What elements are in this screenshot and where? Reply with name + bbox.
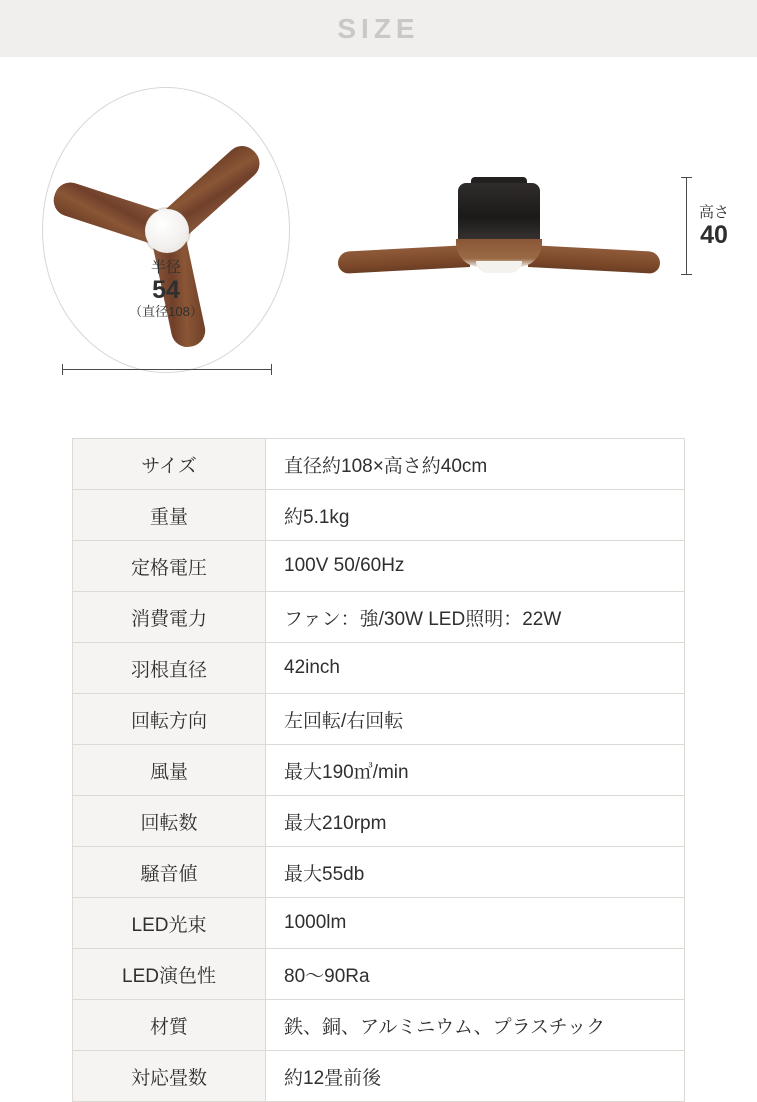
fan-blade-right	[528, 245, 660, 274]
diameter-note: （直径108）	[129, 304, 203, 319]
spec-key: 対応畳数	[73, 1051, 266, 1102]
spec-value: 1000lm	[266, 898, 685, 949]
spec-value: 100V 50/60Hz	[266, 541, 685, 592]
table-row	[73, 490, 685, 541]
spec-key: 風量	[73, 745, 266, 796]
spec-value: 左回転/右回転	[266, 694, 685, 745]
specification-table-body	[73, 439, 685, 1102]
spec-key: LED演色性	[73, 949, 266, 1000]
spec-key: 消費電力	[73, 592, 266, 643]
product-dimension-diagram	[0, 57, 757, 425]
spec-key: LED光束	[73, 898, 266, 949]
fan-blade-left	[338, 245, 470, 274]
radius-dimension-label	[42, 259, 290, 320]
spec-value: 42inch	[266, 643, 685, 694]
table-row	[73, 847, 685, 898]
table-row	[73, 745, 685, 796]
spec-key: 材質	[73, 1000, 266, 1051]
table-row	[73, 541, 685, 592]
spec-value: ファン：強/30W LED照明：22W	[266, 592, 685, 643]
spec-value: 約5.1kg	[266, 490, 685, 541]
radius-value: 54	[152, 276, 180, 305]
height-dimension-label	[694, 205, 734, 249]
table-row	[73, 949, 685, 1000]
motor-housing	[458, 183, 540, 245]
table-row	[73, 898, 685, 949]
diameter-dimension-line	[62, 369, 272, 370]
height-value: 40	[700, 220, 728, 249]
spec-key: 回転方向	[73, 694, 266, 745]
table-row	[73, 1000, 685, 1051]
spec-value: 80〜90Ra	[266, 949, 685, 1000]
spec-value: 最大55db	[266, 847, 685, 898]
page-header	[0, 0, 757, 57]
spec-value: 鉄、銅、アルミニウム、プラスチック	[266, 1000, 685, 1051]
height-caption: 高さ	[698, 204, 729, 221]
fan-hub-light	[145, 209, 189, 253]
fan-side-view	[330, 177, 729, 337]
table-row	[73, 592, 685, 643]
fan-top-view	[42, 87, 292, 375]
page-title: SIZE	[337, 12, 420, 44]
spec-value: 約12畳前後	[266, 1051, 685, 1102]
table-row	[73, 694, 685, 745]
spec-key: 騒音値	[73, 847, 266, 898]
spec-value: 最大210rpm	[266, 796, 685, 847]
table-row	[73, 796, 685, 847]
spec-key: サイズ	[73, 439, 266, 490]
spec-key: 回転数	[73, 796, 266, 847]
spec-key: 重量	[73, 490, 266, 541]
specification-table-wrapper	[72, 438, 685, 1102]
spec-key: 定格電圧	[73, 541, 266, 592]
spec-value: 直径約108×高さ約40cm	[266, 439, 685, 490]
spec-value: 最大190㎥/min	[266, 745, 685, 796]
radius-caption: 半径	[150, 259, 181, 276]
specification-table	[72, 438, 685, 1102]
led-lens	[476, 261, 522, 273]
spec-key: 羽根直径	[73, 643, 266, 694]
table-row	[73, 643, 685, 694]
table-row	[73, 439, 685, 490]
height-dimension-line	[686, 177, 687, 275]
table-row	[73, 1051, 685, 1102]
